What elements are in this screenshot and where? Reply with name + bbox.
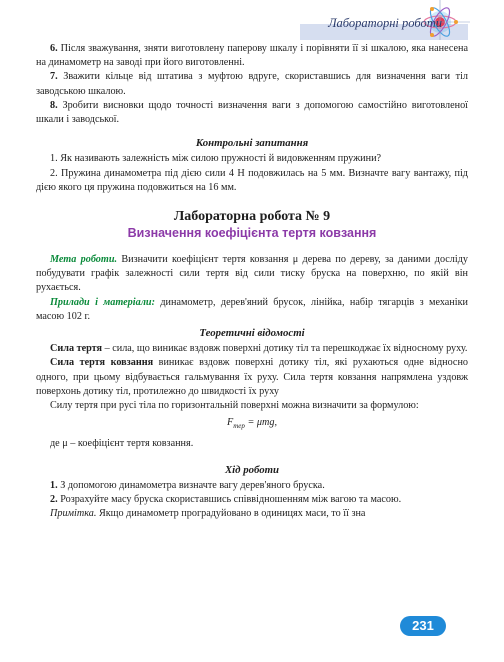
definition-text: виникає вздовж поверхні дотику тіл, які рухаються одне відносно одного, при цьому відбувається гальмування їх руху. Сила тертя ковзання напрямлена уздовж поверхонь дотику тіл, протилежно до швидкості їх руху bbox=[36, 357, 468, 397]
term-sliding-friction: Сила тертя ковзання bbox=[50, 357, 154, 369]
theory-title: Теоретичні відомості bbox=[199, 327, 305, 340]
friction-formula bbox=[36, 416, 468, 433]
step-number: 8. bbox=[50, 99, 58, 111]
note-label: Примітка. bbox=[50, 508, 97, 520]
page-content bbox=[36, 42, 468, 522]
theory-paragraph-3: Силу тертя при русі тіла по горизонтальній поверхні можна визначити за формулою: bbox=[50, 400, 419, 412]
page-number-badge bbox=[400, 616, 446, 638]
step-number: 1. bbox=[50, 479, 58, 491]
control-questions-title: Контрольні запитання bbox=[195, 137, 309, 150]
lab-subtitle: Визначення коефіцієнта тертя ковзання bbox=[127, 226, 377, 241]
procedure-step-2 bbox=[36, 493, 468, 507]
theory-paragraph-2 bbox=[36, 356, 468, 399]
tools-text: динамометр, дерев'яний брусок, лінійка, набір тягарців з механіки масою 102 г. bbox=[36, 296, 468, 322]
formula-rhs: = μmg, bbox=[244, 417, 277, 429]
page-number: 231 bbox=[400, 616, 446, 636]
step-text: Розрахуйте масу бруска скориставшись співвідношенням між вагою та масою. bbox=[57, 494, 402, 506]
step-number: 7. bbox=[50, 71, 58, 83]
formula-subscript: тер bbox=[233, 422, 245, 431]
formula-where: де μ – коефіцієнт тертя ковзання. bbox=[50, 437, 194, 449]
goal-label: Мета роботи. bbox=[50, 254, 118, 266]
goal-text: Визначити коефіцієнт тертя ковзання μ дерева по дереву, за даними досліду побудувати графік залежності сили тертя від сили тиску бруска на поверхню, по якій він рухається. bbox=[36, 254, 469, 294]
procedure-title: Хід роботи bbox=[224, 463, 280, 476]
header-title: Лабораторні роботи bbox=[328, 16, 442, 30]
step-6 bbox=[36, 42, 468, 70]
step-text: Зробити висновки щодо точності визначення ваги з допомогою самостійно виготовленої шкали і заводської. bbox=[36, 99, 468, 126]
control-question-2: 2. Пружина динамометра під дією сили 4 Н подовжилась на 5 мм. Визначте вагу вантажу, під дією якого ця пружина подовжиться на 16 мм. bbox=[36, 167, 468, 193]
procedure-step-1 bbox=[36, 479, 468, 493]
step-text: З допомогою динамометра визначте вагу дерев'яного бруска. bbox=[57, 479, 325, 491]
note-text: Якщо динамометр проградуйовано в одиницях маси, то її зна bbox=[96, 508, 366, 520]
control-question-1: 1. Як називають залежність між силою пружності й видовженням пружини? bbox=[50, 153, 382, 165]
step-number: 6. bbox=[50, 43, 58, 54]
formula-force: F bbox=[227, 417, 234, 429]
term-friction: Сила тертя bbox=[50, 343, 103, 355]
lab-tools bbox=[36, 296, 468, 324]
theory-paragraph-1 bbox=[36, 342, 468, 356]
header-band bbox=[0, 0, 504, 40]
lab-title: Лабораторна робота № 9 bbox=[173, 209, 331, 225]
procedure-note bbox=[36, 507, 468, 521]
lab-goal bbox=[36, 253, 468, 296]
definition-text: – сила, що виникає вздовж поверхні дотику тіл та перешкоджає їх відносному руху. bbox=[102, 343, 468, 355]
step-8 bbox=[36, 99, 468, 127]
step-text: Зважити кільце від штатива з муфтою вдруге, скориставшись для визначення ваги тіл заводською шкалою. bbox=[36, 71, 468, 97]
step-7 bbox=[36, 70, 468, 98]
step-text: Після зважування, зняти виготовлену паперову шкалу і порівняти її зі шкалою, яка нанесена на динамометр на заводі при його виготовленні. bbox=[36, 43, 468, 69]
tools-label: Прилади і матеріали: bbox=[50, 296, 155, 308]
step-number: 2. bbox=[50, 494, 58, 506]
